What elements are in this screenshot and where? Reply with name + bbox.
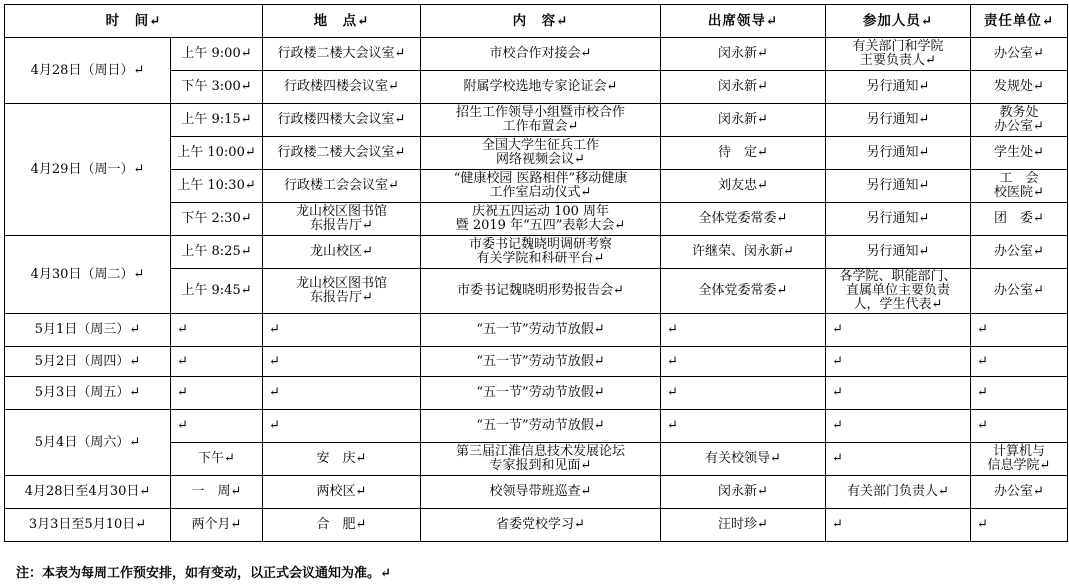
time-cell: 上午 10:30↵	[171, 170, 263, 203]
table-row	[5, 476, 1068, 509]
time-cell: 一 周↵	[171, 476, 263, 509]
unit-cell: 团 委↵	[971, 203, 1068, 236]
date-cell: 4月28日至4月30日↵	[5, 476, 171, 509]
date-cell: 5月4日（周六）↵	[5, 410, 171, 476]
content-cell: “健康校园 医路相伴”移动健康 工作室启动仪式↵	[421, 170, 661, 203]
content-cell: “五一节”劳动节放假↵	[421, 377, 661, 410]
place-cell: 两校区↵	[263, 476, 421, 509]
date-cell: 4月28日（周日）↵	[5, 38, 171, 104]
header-leader: 出席领导↵	[661, 5, 826, 38]
unit-cell: ↵	[971, 377, 1068, 410]
time-cell: 上午 9:45↵	[171, 269, 263, 314]
leader-cell: 闵永新↵	[661, 476, 826, 509]
leader-cell: 汪时珍↵	[661, 509, 826, 542]
place-cell: 行政楼二楼大会议室↵	[263, 38, 421, 71]
time-cell: 上午 10:00↵	[171, 137, 263, 170]
participants-cell: ↵	[826, 509, 971, 542]
date-cell: 5月2日（周四）↵	[5, 347, 171, 377]
place-cell: 安 庆↵	[263, 443, 421, 476]
place-cell: 龙山校区图书馆 东报告厅↵	[263, 269, 421, 314]
participants-cell: ↵	[826, 410, 971, 443]
leader-cell: 刘友忠↵	[661, 170, 826, 203]
weekly-schedule-table	[4, 4, 1068, 542]
time-cell: ↵	[171, 347, 263, 377]
leader-cell: 全体党委常委↵	[661, 269, 826, 314]
unit-cell: 办公室↵	[971, 476, 1068, 509]
header-time: 时 间↵	[5, 5, 263, 38]
table-row	[5, 347, 1068, 377]
participants-cell: 各学院、职能部门、 直属单位主要负责 人，学生代表↵	[826, 269, 971, 314]
participants-cell: 另行通知↵	[826, 203, 971, 236]
place-cell: 合 肥↵	[263, 509, 421, 542]
unit-cell: 办公室↵	[971, 38, 1068, 71]
participants-cell: ↵	[826, 347, 971, 377]
unit-cell: ↵	[971, 314, 1068, 347]
participants-cell: ↵	[826, 377, 971, 410]
table-row	[5, 377, 1068, 410]
content-cell: 市校合作对接会↵	[421, 38, 661, 71]
leader-cell: 闵永新↵	[661, 104, 826, 137]
unit-cell: 办公室↵	[971, 269, 1068, 314]
time-cell: 两个月↵	[171, 509, 263, 542]
content-cell: 第三届江淮信息技术发展论坛 专家报到和见面↵	[421, 443, 661, 476]
time-cell: ↵	[171, 314, 263, 347]
leader-cell: 待 定↵	[661, 137, 826, 170]
place-cell: 行政楼工会会议室↵	[263, 170, 421, 203]
place-cell: ↵	[263, 314, 421, 347]
content-cell: 全国大学生征兵工作 网络视频会议↵	[421, 137, 661, 170]
content-cell: “五一节”劳动节放假↵	[421, 347, 661, 377]
header-place: 地 点↵	[263, 5, 421, 38]
unit-cell: 发规处↵	[971, 71, 1068, 104]
date-cell: 3月3日至5月10日↵	[5, 509, 171, 542]
participants-cell: 有关部门负责人↵	[826, 476, 971, 509]
participants-cell: 有关部门和学院 王要负责人↵	[826, 38, 971, 71]
place-cell: 龙山校区↵	[263, 236, 421, 269]
date-cell: 4月29日（周一）↵	[5, 104, 171, 236]
unit-cell: ↵	[971, 509, 1068, 542]
leader-cell: ↵	[661, 314, 826, 347]
time-cell: 下午 2:30↵	[171, 203, 263, 236]
content-cell: 校领导带班巡查↵	[421, 476, 661, 509]
leader-cell: 闵永新↵	[661, 38, 826, 71]
table-row	[5, 236, 1068, 269]
unit-cell: 计算机与 信息学院↵	[971, 443, 1068, 476]
unit-cell: ↵	[971, 347, 1068, 377]
time-cell: 上午 9:00↵	[171, 38, 263, 71]
place-cell: 龙山校区图书馆 东报告厅↵	[263, 203, 421, 236]
unit-cell: 教务处 办公室↵	[971, 104, 1068, 137]
participants-cell: 另行通知↵	[826, 236, 971, 269]
unit-cell: 工 会 校医院↵	[971, 170, 1068, 203]
place-cell: 行政楼四楼会议室↵	[263, 71, 421, 104]
participants-cell: 另行通知↵	[826, 170, 971, 203]
leader-cell: ↵	[661, 410, 826, 443]
leader-cell: 许继荣、闵永新↵	[661, 236, 826, 269]
participants-cell: 另行通知↵	[826, 104, 971, 137]
table-row	[5, 509, 1068, 542]
place-cell: 行政楼四楼大会议室↵	[263, 104, 421, 137]
content-cell: 庆祝五四运动 100 周年 暨 2019 年“五四”表彰大会↵	[421, 203, 661, 236]
content-cell: “五一节”劳动节放假↵	[421, 314, 661, 347]
leader-cell: ↵	[661, 377, 826, 410]
date-cell: 4月30日（周二）↵	[5, 236, 171, 314]
content-cell: 附属学校选地专家论证会↵	[421, 71, 661, 104]
table-row	[5, 38, 1068, 71]
footnote: 注：本表为每周工作预安排，如有变动，以正式会议通知为准。↵	[16, 566, 391, 581]
leader-cell: 全体党委常委↵	[661, 203, 826, 236]
content-cell: “五一节”劳动节放假↵	[421, 410, 661, 443]
time-cell: 上午 9:15↵	[171, 104, 263, 137]
time-cell: 下午↵	[171, 443, 263, 476]
header-participants: 参加人员↵	[826, 5, 971, 38]
leader-cell: 有关校领导↵	[661, 443, 826, 476]
header-unit: 责任单位↵	[971, 5, 1068, 38]
leader-cell: ↵	[661, 347, 826, 377]
header-row	[5, 5, 1068, 38]
time-cell: 上午 8:25↵	[171, 236, 263, 269]
date-cell: 5月1日（周三）↵	[5, 314, 171, 347]
table-row	[5, 104, 1068, 137]
time-cell: ↵	[171, 410, 263, 443]
leader-cell: 闵永新↵	[661, 71, 826, 104]
time-cell: ↵	[171, 377, 263, 410]
unit-cell: 办公室↵	[971, 236, 1068, 269]
content-cell: 招生工作领导小组暨市校合作 工作布置会↵	[421, 104, 661, 137]
unit-cell: ↵	[971, 410, 1068, 443]
participants-cell: 另行通知↵	[826, 137, 971, 170]
content-cell: 省委党校学习↵	[421, 509, 661, 542]
table-row	[5, 314, 1068, 347]
participants-cell: 另行通知↵	[826, 71, 971, 104]
time-cell: 下午 3:00↵	[171, 71, 263, 104]
participants-cell: ↵	[826, 314, 971, 347]
place-cell: ↵	[263, 410, 421, 443]
place-cell: ↵	[263, 347, 421, 377]
unit-cell: 学生处↵	[971, 137, 1068, 170]
participants-cell: ↵	[826, 443, 971, 476]
schedule-body	[5, 38, 1068, 542]
place-cell: 行政楼二楼大会议室↵	[263, 137, 421, 170]
date-cell: 5月3日（周五）↵	[5, 377, 171, 410]
place-cell: ↵	[263, 377, 421, 410]
header-content: 内 容↵	[421, 5, 661, 38]
content-cell: 市委书记魏晓明形势报告会↵	[421, 269, 661, 314]
table-row	[5, 410, 1068, 443]
content-cell: 市委书记魏晓明调研考察 有关学院和科研平台↵	[421, 236, 661, 269]
